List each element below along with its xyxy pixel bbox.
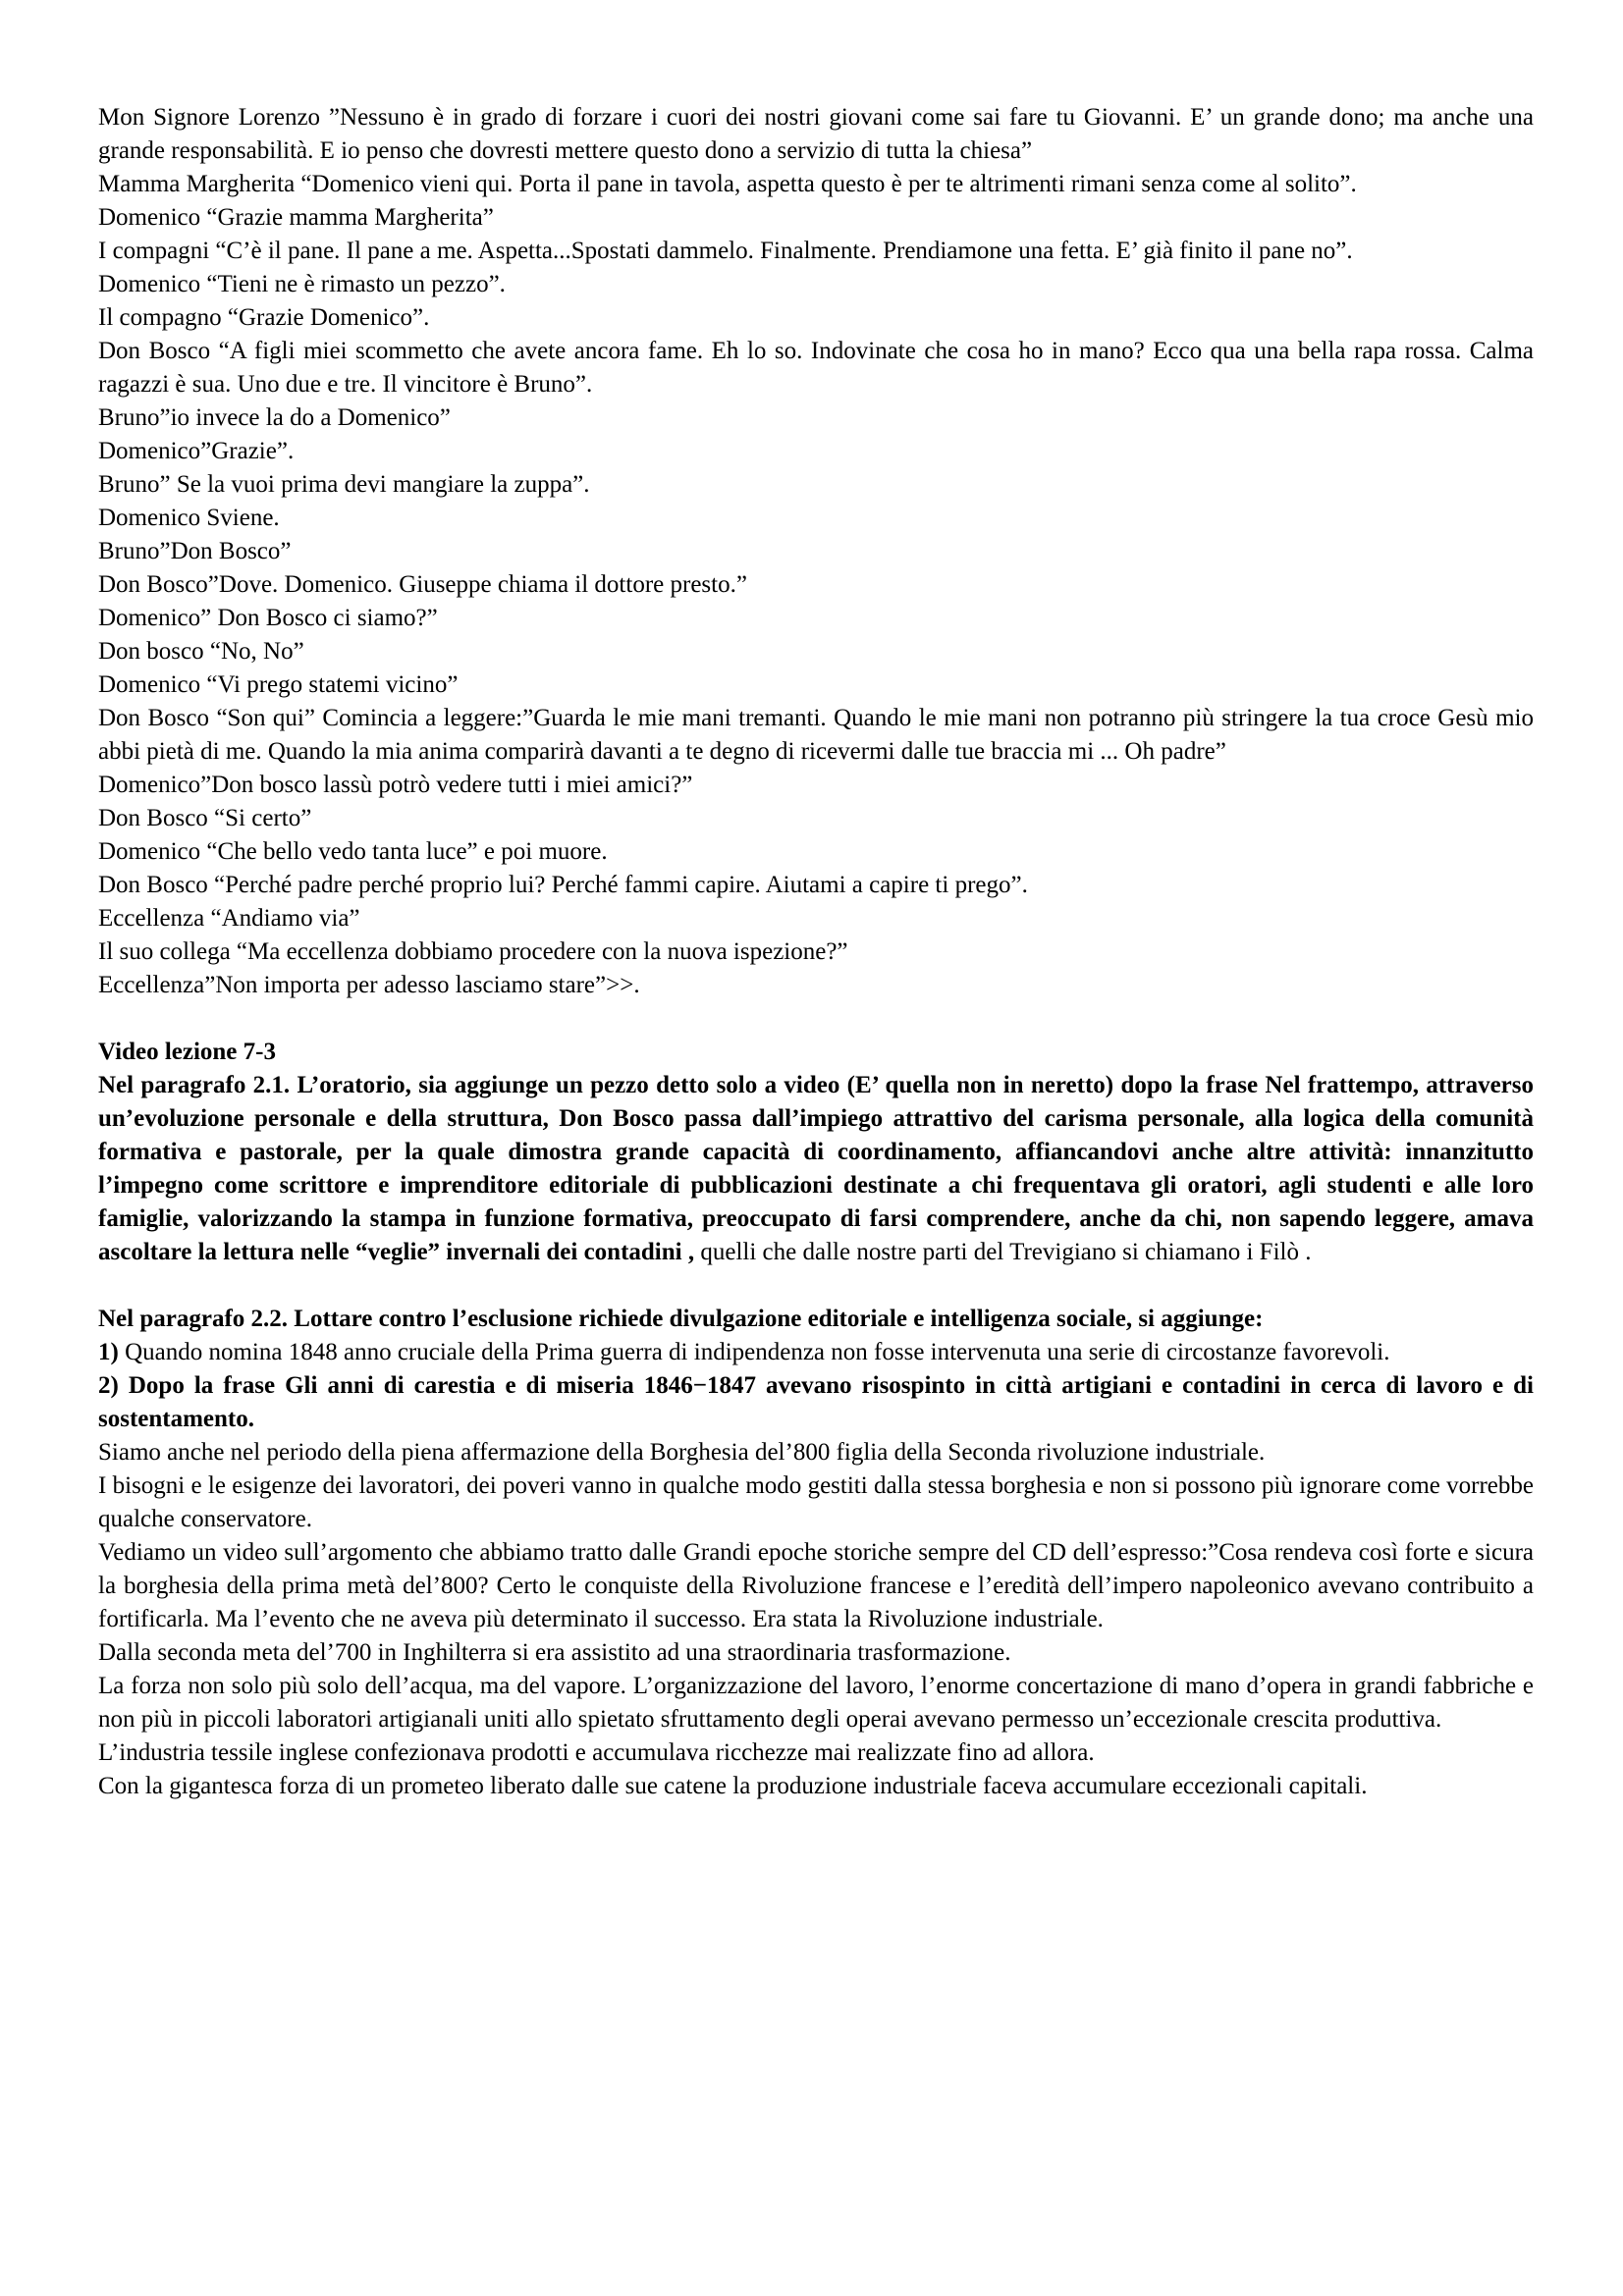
dialogue-line: Domenico “Grazie mamma Margherita”	[98, 204, 494, 231]
dialogue-line: Domenico” Don Bosco ci siamo?”	[98, 605, 438, 631]
list-item-1-number: 1)	[98, 1339, 119, 1365]
dialogue-line: Il suo collega “Ma eccellenza dobbiamo procedere con la nuova ispezione?”	[98, 938, 848, 965]
spacer	[98, 1269, 1534, 1303]
dialogue-line: Domenico “Che bello vedo tanta luce” e poi muore.	[98, 838, 608, 865]
dialogue-line: Domenico”Don bosco lassù potrò vedere tutti i miei amici?”	[98, 772, 693, 798]
list-item-2: 2) Dopo la frase Gli anni di carestia e di miseria 1846−1847 avevano risospinto in città artigiani e contadini in cerca di lavoro e di sostentamento.	[98, 1372, 1534, 1432]
dialogue-line: Domenico “Vi prego statemi vicino”	[98, 671, 459, 698]
dialogue-line: Mon Signore Lorenzo ”Nessuno è in grado di forzare i cuori dei nostri giovani come sai fare tu Giovanni. E’ un grande dono; ma anche una grande responsabilità. E io penso che dovresti mettere questo dono a servizio di tutta la chiesa”	[98, 104, 1534, 164]
paragraph-2-2-heading: Nel paragrafo 2.2. Lottare contro l’esclusione richiede divulgazione editoriale e intelligenza sociale, si aggiunge:	[98, 1306, 1264, 1332]
body-paragraph: Vediamo un video sull’argomento che abbiamo tratto dalle Grandi epoche storiche sempre del CD dell’espresso:”Cosa rendeva così forte e sicura la borghesia della prima metà del’800? Certo le conquiste della Rivoluzione francese e l’eredità dell’impero napoleonico avevano contribuito a fortificarla. Ma l’evento che ne aveva più determinato il successo. Era stata la Rivoluzione industriale.	[98, 1539, 1534, 1632]
paragraph-2-1-bold: Nel paragrafo 2.1. L’oratorio, sia aggiunge un pezzo detto solo a video (E’ quella non in neretto) dopo la frase Nel frattempo, attraverso un’evoluzione personale e della struttura, Don Bosco passa dall’impiego attrattivo del carisma personale, alla logica della comunità formativa e pastorale, per la quale dimostra grande capacità di coordinamento, affiancandovi anche altre attività: innanzitutto l’impegno come scrittore e imprenditore editoriale di pubblicazioni destinate a chi frequentava gli oratori, agli studenti e alle loro famiglie, valorizzando la stampa in funzione formativa, preoccupato di farsi comprendere, anche da chi, non sapendo leggere, amava ascoltare la lettura nelle “veglie” invernali dei contadini ,	[98, 1072, 1534, 1265]
paragraph-2-1-note	[98, 1069, 1534, 1269]
dialogue-line: Domenico Sviene.	[98, 505, 280, 531]
body-paragraph: Siamo anche nel periodo della piena affermazione della Borghesia del’800 figlia della Seconda rivoluzione industriale.	[98, 1439, 1266, 1466]
spacer	[98, 1002, 1534, 1036]
list-item-1	[98, 1336, 1534, 1369]
dialogue-line: Don Bosco “Si certo”	[98, 805, 312, 831]
dialogue-line: I compagni “C’è il pane. Il pane a me. Aspetta...Spostati dammelo. Finalmente. Prendiamone una fetta. E’ già finito il pane no”.	[98, 238, 1353, 264]
section-title: Video lezione 7-3	[98, 1039, 276, 1065]
body-paragraph: I bisogni e le esigenze dei lavoratori, dei poveri vanno in qualche modo gestiti dalla stessa borghesia e non si possono più ignorare come vorrebbe qualche conservatore.	[98, 1472, 1534, 1532]
body-paragraph: Con la gigantesca forza di un prometeo liberato dalle sue catene la produzione industriale faceva accumulare eccezionali capitali.	[98, 1773, 1368, 1799]
dialogue-line: Domenico “Tieni ne è rimasto un pezzo”.	[98, 271, 506, 297]
dialogue-line: Domenico”Grazie”.	[98, 438, 295, 464]
dialogue-line: Don Bosco “A figli miei scommetto che avete ancora fame. Eh lo so. Indovinate che cosa ho in mano? Ecco qua una bella rapa rossa. Calma ragazzi è sua. Uno due e tre. Il vincitore è Bruno”.	[98, 338, 1534, 398]
dialogue-line: Bruno”io invece la do a Domenico”	[98, 404, 451, 431]
document-page	[98, 101, 1534, 1803]
paragraph-2-1-normal: quelli che dalle nostre parti del Trevigiano si chiamano i Filò .	[694, 1239, 1312, 1265]
dialogue-line: Mamma Margherita “Domenico vieni qui. Porta il pane in tavola, aspetta questo è per te altrimenti rimani senza come al solito”.	[98, 171, 1357, 197]
body-paragraph: La forza non solo più solo dell’acqua, ma del vapore. L’organizzazione del lavoro, l’enorme concertazione di mano d’opera in grandi fabbriche e non più in piccoli laboratori artigianali uniti allo spietato sfruttamento degli operai avevano permesso un’eccezionale crescita produttiva.	[98, 1673, 1534, 1733]
dialogue-line: Il compagno “Grazie Domenico”.	[98, 304, 430, 331]
list-item-1-text: Quando nomina 1848 anno cruciale della Prima guerra di indipendenza non fosse intervenuta una serie di circostanze favorevoli.	[118, 1339, 1390, 1365]
dialogue-line: Don Bosco”Dove. Domenico. Giuseppe chiama il dottore presto.”	[98, 571, 747, 598]
dialogue-line: Don Bosco “Perché padre perché proprio lui? Perché fammi capire. Aiutami a capire ti prego”.	[98, 872, 1028, 898]
dialogue-line: Don bosco “No, No”	[98, 638, 304, 665]
dialogue-line: Don Bosco “Son qui” Comincia a leggere:”Guarda le mie mani tremanti. Quando le mie mani non potranno più stringere la tua croce Gesù mio abbi pietà di me. Quando la mia anima comparirà davanti a te degno di ricevermi dalle tue braccia mi ... Oh padre”	[98, 705, 1534, 765]
dialogue-line: Eccellenza “Andiamo via”	[98, 905, 360, 932]
body-paragraph: Dalla seconda meta del’700 in Inghilterra si era assistito ad una straordinaria trasformazione.	[98, 1639, 1011, 1666]
dialogue-line: Bruno” Se la vuoi prima devi mangiare la zuppa”.	[98, 471, 590, 498]
dialogue-line: Bruno”Don Bosco”	[98, 538, 292, 564]
body-paragraph: L’industria tessile inglese confezionava prodotti e accumulava ricchezze mai realizzate fino ad allora.	[98, 1739, 1095, 1766]
dialogue-line: Eccellenza”Non importa per adesso lasciamo stare”>>.	[98, 972, 640, 998]
